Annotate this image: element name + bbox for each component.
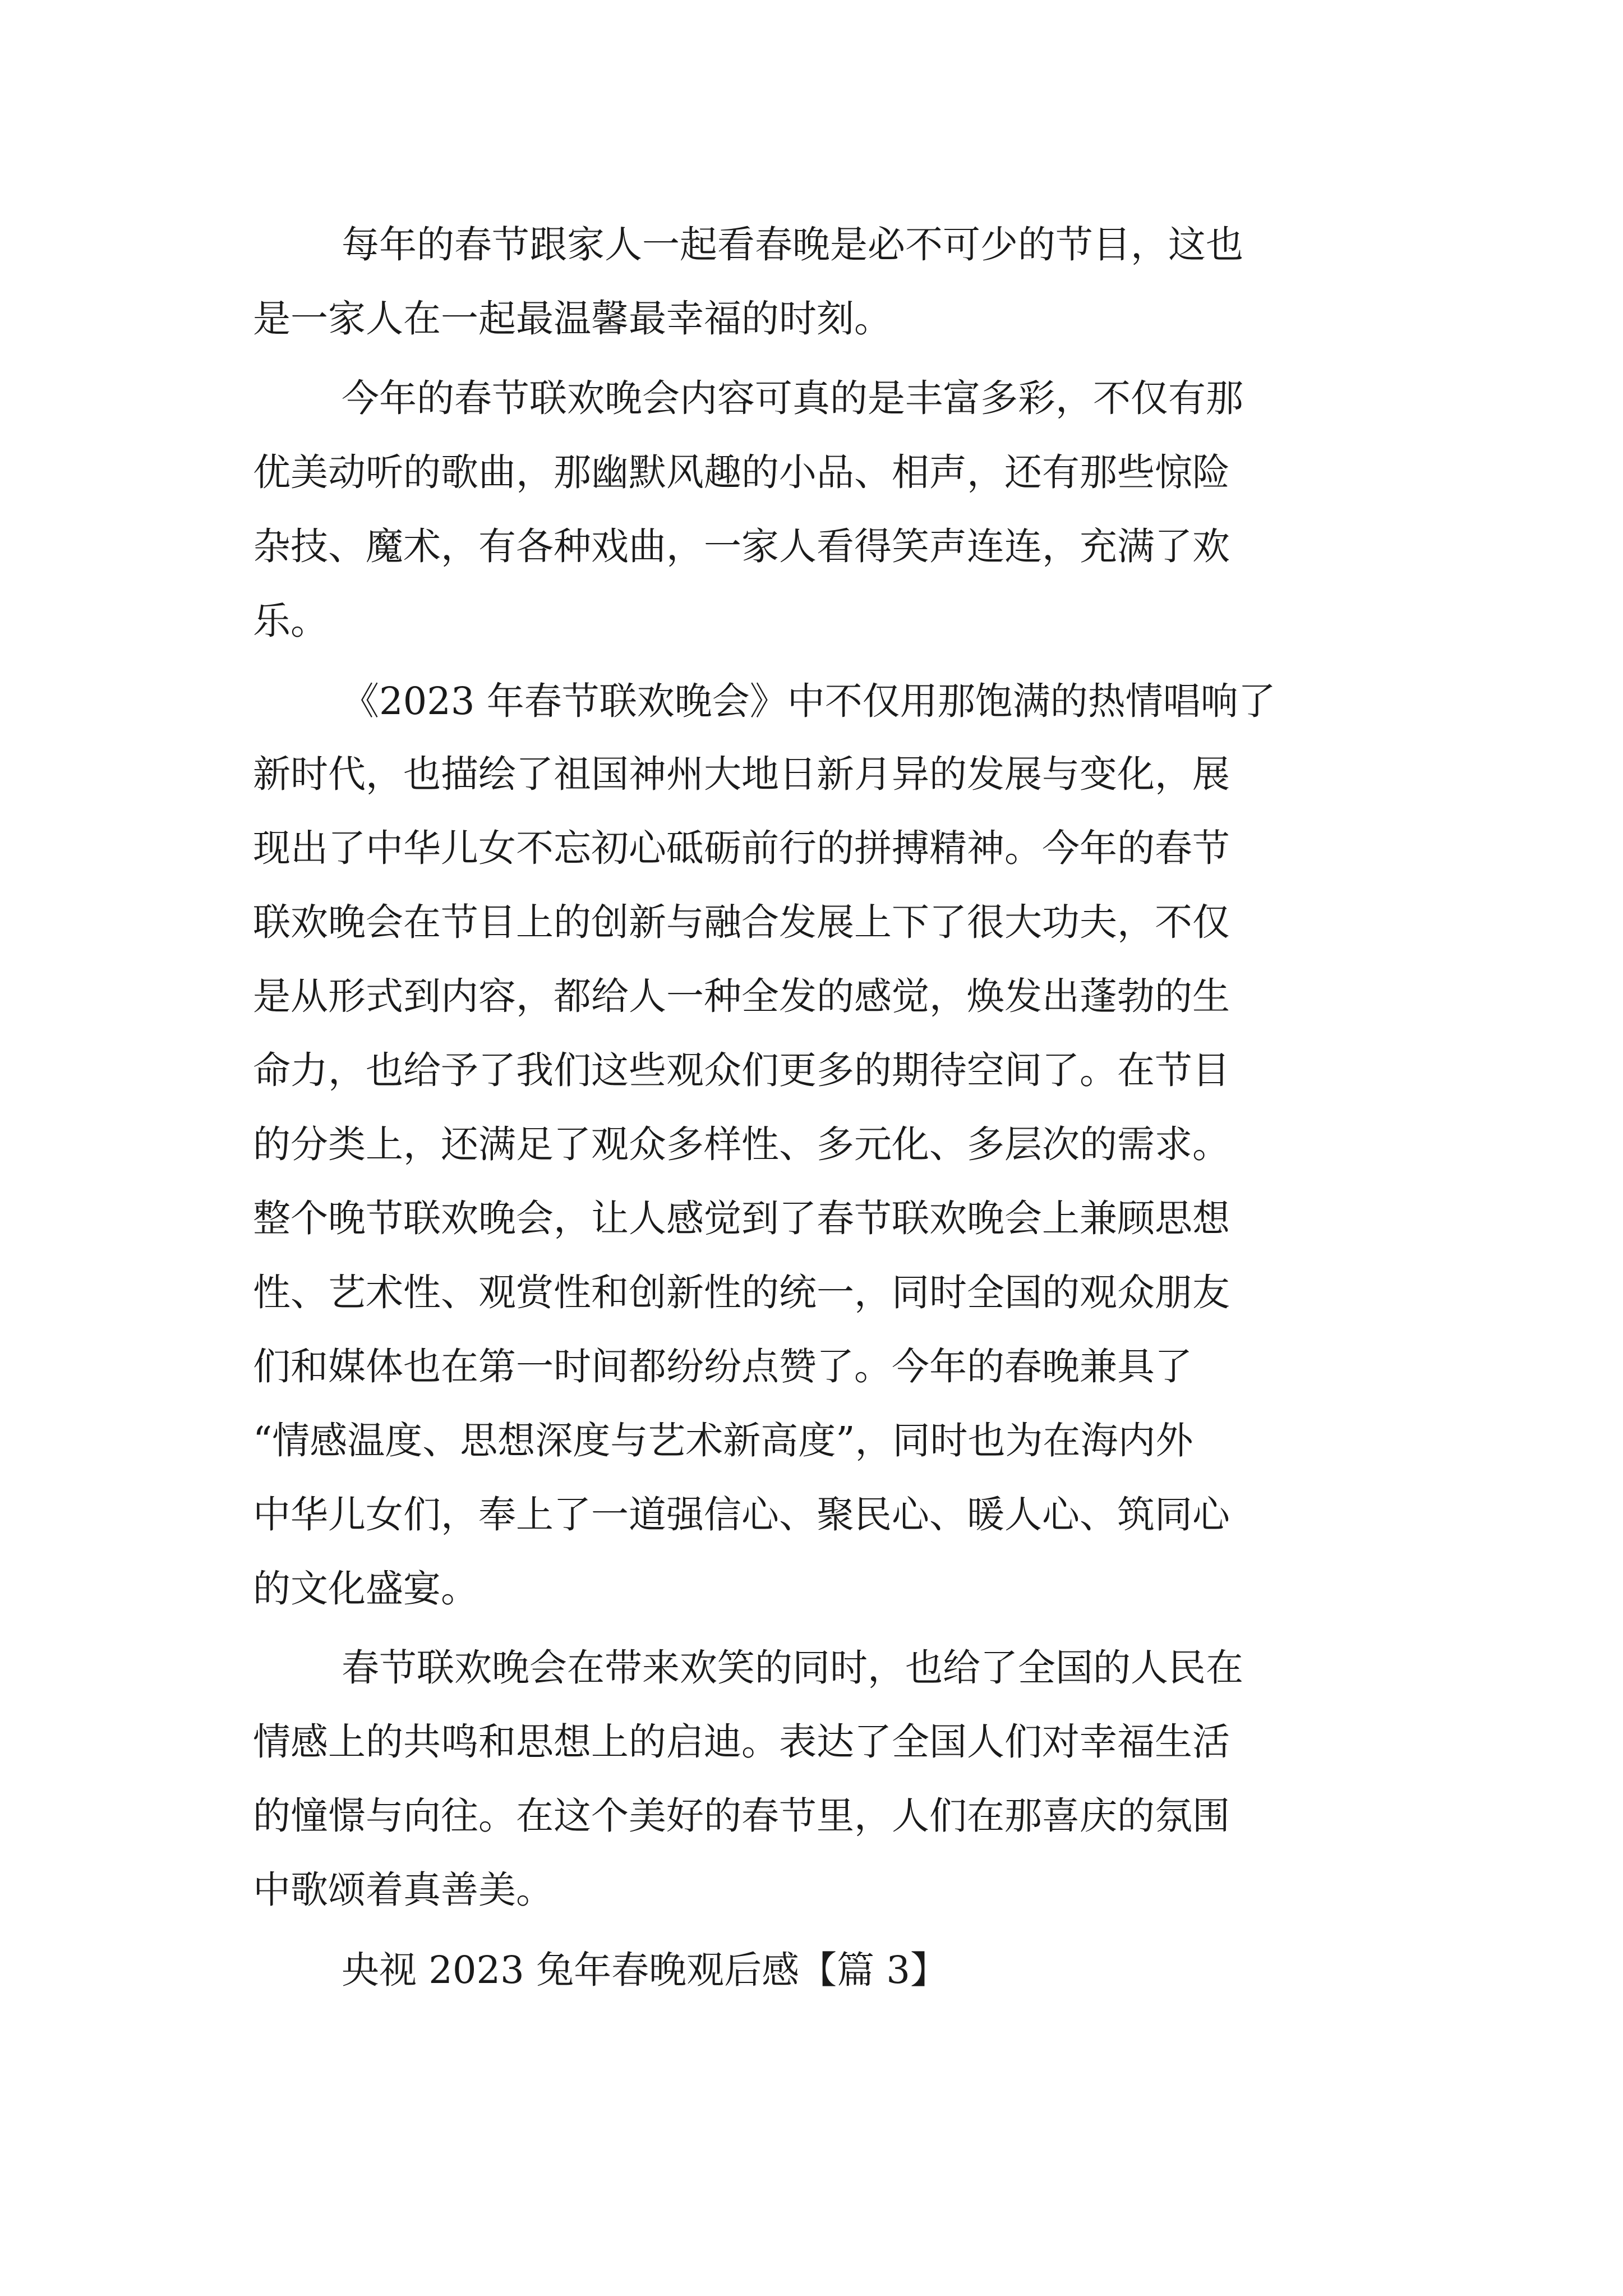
paragraph-3-line-11: “情感温度、思想深度与艺术新高度”，同时也为在海内外 bbox=[253, 1419, 1193, 1462]
paragraph-3-line-9: 性、艺术性、观赏性和创新性的统一，同时全国的观众朋友 bbox=[253, 1271, 1230, 1314]
section-heading: 央视 2023 兔年春晚观后感【篇 3】 bbox=[342, 1948, 948, 1992]
paragraph-3-line-1: 《2023 年春节联欢晚会》中不仅用那饱满的热情唱响了 bbox=[342, 679, 1276, 723]
paragraph-1-line-2: 是一家人在一起最温馨最幸福的时刻。 bbox=[253, 297, 892, 341]
paragraph-3-line-12: 中华儿女们，奉上了一道强信心、聚民心、暖人心、筑同心 bbox=[253, 1493, 1230, 1536]
paragraph-3-line-6: 命力，也给予了我们这些观众们更多的期待空间了。在节目 bbox=[253, 1048, 1230, 1092]
paragraph-4-line-3: 的憧憬与向往。在这个美好的春节里，人们在那喜庆的氛围 bbox=[253, 1794, 1230, 1838]
paragraph-4-line-2: 情感上的共鸣和思想上的启迪。表达了全国人们对幸福生活 bbox=[253, 1720, 1230, 1764]
paragraph-2-line-2: 优美动听的歌曲，那幽默风趣的小品、相声，还有那些惊险 bbox=[253, 450, 1230, 494]
paragraph-2-line-3: 杂技、魔术，有各种戏曲，一家人看得笑声连连，充满了欢 bbox=[253, 524, 1230, 568]
paragraph-3-line-4: 联欢晚会在节目上的创新与融合发展上下了很大功夫，不仅 bbox=[253, 900, 1230, 944]
paragraph-3-line-3: 现出了中华儿女不忘初心砥砺前行的拼搏精神。今年的春节 bbox=[253, 826, 1230, 870]
paragraph-4-line-1: 春节联欢晚会在带来欢笑的同时，也给了全国的人民在 bbox=[342, 1646, 1243, 1690]
paragraph-2-line-1: 今年的春节联欢晚会内容可真的是丰富多彩，不仅有那 bbox=[342, 376, 1243, 420]
paragraph-3-line-8: 整个晚节联欢晚会，让人感觉到了春节联欢晚会上兼顾思想 bbox=[253, 1197, 1230, 1240]
paragraph-3-line-2: 新时代，也描绘了祖国神州大地日新月异的发展与变化，展 bbox=[253, 752, 1230, 796]
paragraph-3-line-7: 的分类上，还满足了观众多样性、多元化、多层次的需求。 bbox=[253, 1122, 1230, 1166]
paragraph-3-line-5: 是从形式到内容，都给人一种全发的感觉，焕发出蓬勃的生 bbox=[253, 974, 1230, 1018]
paragraph-3-line-13: 的文化盛宴。 bbox=[253, 1567, 478, 1611]
paragraph-2-line-4: 乐。 bbox=[253, 599, 328, 643]
paragraph-4-line-4: 中歌颂着真善美。 bbox=[253, 1868, 554, 1912]
paragraph-3-line-10: 们和媒体也在第一时间都纷纷点赞了。今年的春晚兼具了 bbox=[253, 1345, 1192, 1388]
paragraph-1-line-1: 每年的春节跟家人一起看春晚是必不可少的节目，这也 bbox=[342, 223, 1243, 266]
